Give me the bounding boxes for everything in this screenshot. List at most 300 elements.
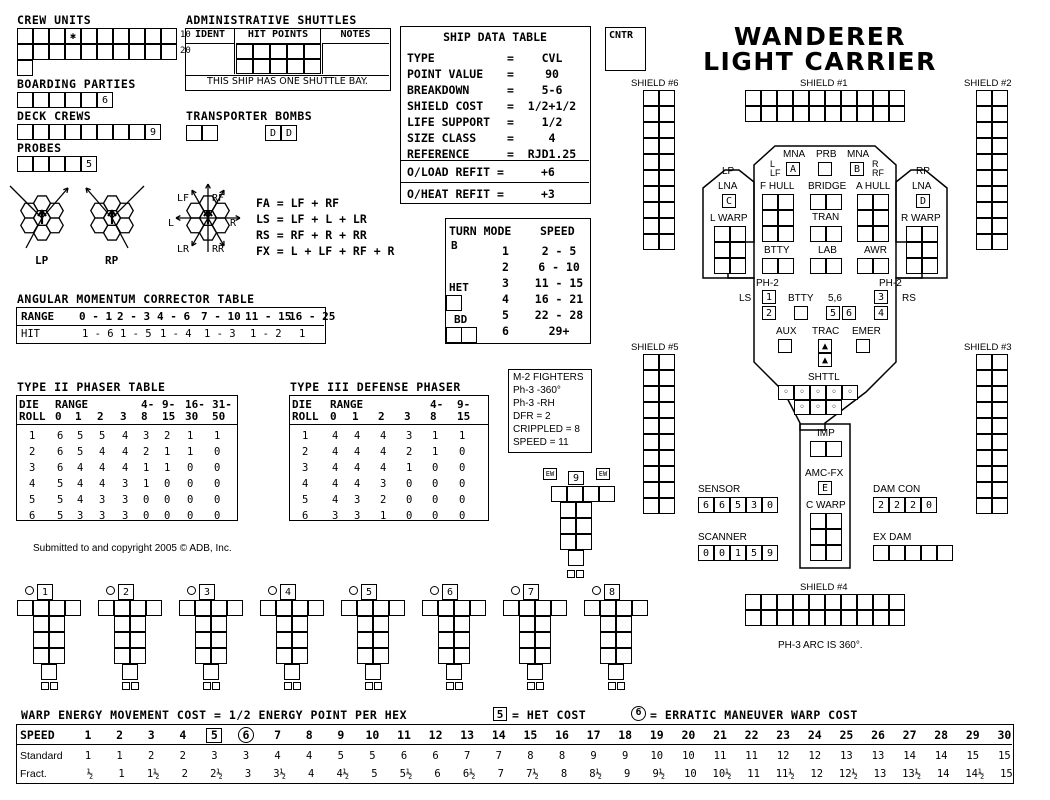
- ph2-box[interactable]: 2: [762, 306, 776, 320]
- shield-2-box[interactable]: [976, 138, 992, 154]
- left-warp-box[interactable]: [714, 242, 730, 258]
- crew-unit-box[interactable]: [33, 28, 49, 44]
- shield-3-box[interactable]: [976, 498, 992, 514]
- shield-3-box[interactable]: [976, 450, 992, 466]
- ahull-box[interactable]: [873, 194, 889, 210]
- shuttle-hit-box[interactable]: [357, 616, 373, 632]
- tbomb-box[interactable]: [202, 125, 218, 141]
- shuttle-number-box[interactable]: 5: [361, 584, 377, 600]
- shuttle-hit-box[interactable]: [195, 648, 211, 664]
- boarding-party-box[interactable]: [65, 92, 81, 108]
- ew-box[interactable]: EW: [543, 468, 557, 480]
- shuttle-hit-box[interactable]: [373, 616, 389, 632]
- shield-3-box[interactable]: [976, 354, 992, 370]
- shield-6-box[interactable]: [659, 186, 675, 202]
- shuttle-weapon-box[interactable]: [536, 682, 544, 690]
- shuttle-number-box[interactable]: 2: [118, 584, 134, 600]
- shuttle-hit-box[interactable]: [527, 664, 543, 680]
- shuttle-hit-box[interactable]: [600, 648, 616, 664]
- shuttle-bay-box[interactable]: ◦: [794, 400, 810, 415]
- shuttle-hit-box[interactable]: [49, 616, 65, 632]
- shuttle-marker-circle[interactable]: [349, 586, 358, 595]
- shield-4-box[interactable]: [857, 594, 873, 610]
- fighter-weapon-box[interactable]: [567, 570, 575, 578]
- deck-crew-box[interactable]: [33, 124, 49, 140]
- shuttle-hit-box[interactable]: [454, 648, 470, 664]
- probe-box[interactable]: [65, 156, 81, 172]
- shuttle-hp-box[interactable]: [287, 59, 304, 74]
- shuttle-hit-box[interactable]: [260, 600, 276, 616]
- shield-5-box[interactable]: [643, 498, 659, 514]
- fighter-hit-box[interactable]: [551, 486, 567, 502]
- shield-5-box[interactable]: [659, 466, 675, 482]
- fighter-number-box[interactable]: 9: [568, 471, 584, 485]
- shuttle-weapon-box[interactable]: [293, 682, 301, 690]
- fhull-box[interactable]: [762, 210, 778, 226]
- shuttle-hit-box[interactable]: [632, 600, 648, 616]
- shuttle-hit-box[interactable]: [357, 648, 373, 664]
- shield-2-box[interactable]: [976, 122, 992, 138]
- shuttle-hit-box[interactable]: [49, 648, 65, 664]
- excess-damage-box[interactable]: [905, 545, 921, 561]
- shuttle-hit-box[interactable]: [98, 600, 114, 616]
- shuttle-marker-circle[interactable]: [25, 586, 34, 595]
- shuttle-hit-box[interactable]: [535, 600, 551, 616]
- fighter-hit-box[interactable]: [576, 518, 592, 534]
- shuttle-bay-box[interactable]: ◦: [826, 400, 842, 415]
- lab-box[interactable]: [810, 258, 826, 274]
- shuttle-weapon-box[interactable]: [203, 682, 211, 690]
- fighter-hit-box[interactable]: [599, 486, 615, 502]
- shuttle-marker-circle[interactable]: [592, 586, 601, 595]
- center-warp-box[interactable]: [826, 513, 842, 529]
- shield-4-box[interactable]: [889, 594, 905, 610]
- shuttle-bay-box[interactable]: ◦: [810, 400, 826, 415]
- shuttle-hit-box[interactable]: [616, 632, 632, 648]
- shield-3-box[interactable]: [992, 386, 1008, 402]
- shuttle-number-box[interactable]: 4: [280, 584, 296, 600]
- shuttle-hit-box[interactable]: [130, 632, 146, 648]
- shield-1-box[interactable]: [809, 106, 825, 122]
- shield-2-box[interactable]: [992, 186, 1008, 202]
- probe-box[interactable]: [49, 156, 65, 172]
- shuttle-hit-box[interactable]: [519, 632, 535, 648]
- shuttle-hit-box[interactable]: [195, 616, 211, 632]
- shield-6-box[interactable]: [643, 154, 659, 170]
- tractor-box[interactable]: ▲: [818, 339, 832, 353]
- shield-5-box[interactable]: [643, 386, 659, 402]
- shuttle-hp-box[interactable]: [270, 44, 287, 59]
- shield-3-box[interactable]: [992, 418, 1008, 434]
- fighter-hit-box[interactable]: [560, 534, 576, 550]
- shuttle-hit-box[interactable]: [454, 632, 470, 648]
- shuttle-hit-box[interactable]: [211, 616, 227, 632]
- shuttle-hit-box[interactable]: [227, 600, 243, 616]
- ew-box[interactable]: EW: [596, 468, 610, 480]
- shield-2-box[interactable]: [992, 90, 1008, 106]
- scanner-box[interactable]: 0: [698, 545, 714, 561]
- shuttle-hit-box[interactable]: [130, 616, 146, 632]
- shield-1-box[interactable]: [889, 106, 905, 122]
- shield-5-box[interactable]: [643, 370, 659, 386]
- shield-2-box[interactable]: [992, 170, 1008, 186]
- tran-box[interactable]: [810, 226, 826, 242]
- shield-4-box[interactable]: [841, 594, 857, 610]
- lna-box[interactable]: D: [916, 194, 930, 208]
- shield-4-box[interactable]: [889, 610, 905, 626]
- mna-box[interactable]: B: [850, 162, 864, 176]
- shuttle-number-box[interactable]: 8: [604, 584, 620, 600]
- shield-1-box[interactable]: [793, 106, 809, 122]
- shuttle-hp-box[interactable]: [236, 44, 253, 59]
- impulse-box[interactable]: [810, 441, 826, 457]
- shuttle-hit-box[interactable]: [308, 600, 324, 616]
- shuttle-hit-box[interactable]: [438, 600, 454, 616]
- shield-1-box[interactable]: [745, 106, 761, 122]
- shield-5-box[interactable]: [659, 354, 675, 370]
- bd-box[interactable]: [461, 327, 477, 343]
- shuttle-hit-box[interactable]: [292, 616, 308, 632]
- shuttle-hit-box[interactable]: [114, 632, 130, 648]
- shuttle-hit-box[interactable]: [454, 600, 470, 616]
- shuttle-hit-box[interactable]: [357, 600, 373, 616]
- shuttle-hit-box[interactable]: [211, 600, 227, 616]
- left-warp-box[interactable]: [730, 242, 746, 258]
- deck-crew-box[interactable]: [81, 124, 97, 140]
- shield-1-box[interactable]: [825, 90, 841, 106]
- shuttle-number-box[interactable]: 7: [523, 584, 539, 600]
- shield-4-box[interactable]: [873, 594, 889, 610]
- shuttle-marker-circle[interactable]: [106, 586, 115, 595]
- right-warp-box[interactable]: [906, 258, 922, 274]
- shield-3-box[interactable]: [992, 450, 1008, 466]
- shuttle-hp-box[interactable]: [253, 44, 270, 59]
- shuttle-weapon-box[interactable]: [374, 682, 382, 690]
- shield-2-box[interactable]: [992, 122, 1008, 138]
- shuttle-bay-box[interactable]: ◦: [810, 385, 826, 400]
- shuttle-bay-box[interactable]: ◦: [826, 385, 842, 400]
- shuttle-hit-box[interactable]: [65, 600, 81, 616]
- sensor-box[interactable]: 6: [698, 497, 714, 513]
- center-warp-box[interactable]: [826, 545, 842, 561]
- shield-6-box[interactable]: [659, 202, 675, 218]
- crew-unit-box[interactable]: [17, 28, 33, 44]
- shield-2-box[interactable]: [992, 138, 1008, 154]
- excess-damage-box[interactable]: [937, 545, 953, 561]
- tran-box[interactable]: [826, 226, 842, 242]
- boarding-party-box[interactable]: [81, 92, 97, 108]
- shield-2-box[interactable]: [992, 106, 1008, 122]
- shield-2-box[interactable]: [992, 234, 1008, 250]
- shuttle-marker-circle[interactable]: [430, 586, 439, 595]
- shuttle-hit-box[interactable]: [535, 648, 551, 664]
- shuttle-hit-box[interactable]: [600, 616, 616, 632]
- shuttle-hit-box[interactable]: [608, 664, 624, 680]
- shield-4-box[interactable]: [745, 610, 761, 626]
- shield-3-box[interactable]: [992, 482, 1008, 498]
- shield-1-box[interactable]: [857, 90, 873, 106]
- shuttle-hit-box[interactable]: [146, 600, 162, 616]
- ahull-box[interactable]: [857, 210, 873, 226]
- admin-shuttles-table[interactable]: [185, 28, 391, 91]
- fhull-box[interactable]: [762, 194, 778, 210]
- ahull-box[interactable]: [857, 194, 873, 210]
- shield-1-box[interactable]: [809, 90, 825, 106]
- crew-unit-box[interactable]: [17, 44, 33, 60]
- shuttle-hit-box[interactable]: [438, 616, 454, 632]
- boarding-party-box[interactable]: [17, 92, 33, 108]
- shield-2-box[interactable]: [976, 202, 992, 218]
- shuttle-hit-box[interactable]: [114, 616, 130, 632]
- het-box[interactable]: [446, 295, 462, 311]
- shuttle-hit-box[interactable]: [33, 600, 49, 616]
- shuttle-hit-box[interactable]: [195, 600, 211, 616]
- shuttle-hit-box[interactable]: [211, 648, 227, 664]
- shield-5-box[interactable]: [659, 498, 675, 514]
- shield-6-box[interactable]: [643, 170, 659, 186]
- shuttle-hit-box[interactable]: [422, 600, 438, 616]
- shuttle-hp-box[interactable]: [236, 59, 253, 74]
- shuttle-hit-box[interactable]: [373, 648, 389, 664]
- deck-crew-box[interactable]: [65, 124, 81, 140]
- shuttle-hit-box[interactable]: [292, 648, 308, 664]
- bridge-box[interactable]: [826, 194, 842, 210]
- shuttle-hit-box[interactable]: [519, 616, 535, 632]
- shuttle-hit-box[interactable]: [33, 632, 49, 648]
- shield-1-box[interactable]: [761, 90, 777, 106]
- shield-4-box[interactable]: [809, 594, 825, 610]
- ahull-box[interactable]: [857, 226, 873, 242]
- shield-6-box[interactable]: [643, 234, 659, 250]
- shuttle-hit-box[interactable]: [203, 664, 219, 680]
- awr-box[interactable]: [873, 258, 889, 274]
- boarding-party-box[interactable]: 6: [97, 92, 113, 108]
- shield-1-box[interactable]: [889, 90, 905, 106]
- fhull-box[interactable]: [778, 226, 794, 242]
- shield-4-box[interactable]: [809, 610, 825, 626]
- shuttle-hit-box[interactable]: [535, 632, 551, 648]
- shuttle-hp-box[interactable]: [304, 59, 321, 74]
- shield-1-box[interactable]: [777, 106, 793, 122]
- shield-6-box[interactable]: [659, 122, 675, 138]
- shuttle-hit-box[interactable]: [519, 600, 535, 616]
- right-warp-box[interactable]: [906, 226, 922, 242]
- shuttle-hit-box[interactable]: [454, 616, 470, 632]
- crew-unit-box[interactable]: [161, 28, 177, 44]
- shuttle-hit-box[interactable]: [535, 616, 551, 632]
- shuttle-hit-box[interactable]: [33, 648, 49, 664]
- right-warp-box[interactable]: [922, 258, 938, 274]
- left-warp-box[interactable]: [714, 226, 730, 242]
- shield-6-box[interactable]: [659, 106, 675, 122]
- battery-box[interactable]: [778, 258, 794, 274]
- fighter-hit-box[interactable]: [576, 502, 592, 518]
- shuttle-weapon-box[interactable]: [131, 682, 139, 690]
- shield-2-box[interactable]: [976, 234, 992, 250]
- shuttle-hit-box[interactable]: [503, 600, 519, 616]
- left-warp-box[interactable]: [730, 258, 746, 274]
- ahull-box[interactable]: [873, 210, 889, 226]
- crew-unit-box[interactable]: [113, 28, 129, 44]
- shield-4-box[interactable]: [873, 610, 889, 626]
- shuttle-hit-box[interactable]: [292, 632, 308, 648]
- shuttle-hit-box[interactable]: [276, 648, 292, 664]
- boarding-party-box[interactable]: [49, 92, 65, 108]
- shuttle-hit-box[interactable]: [616, 616, 632, 632]
- sensor-box[interactable]: 3: [746, 497, 762, 513]
- shuttle-hit-box[interactable]: [211, 632, 227, 648]
- center-warp-box[interactable]: [810, 529, 826, 545]
- shield-5-box[interactable]: [643, 482, 659, 498]
- deck-crew-box[interactable]: [129, 124, 145, 140]
- shield-5-box[interactable]: [659, 402, 675, 418]
- shield-1-box[interactable]: [761, 106, 777, 122]
- shuttle-weapon-box[interactable]: [455, 682, 463, 690]
- shuttle-hit-box[interactable]: [41, 664, 57, 680]
- shield-4-box[interactable]: [777, 610, 793, 626]
- crew-unit-box[interactable]: [145, 44, 161, 60]
- right-warp-box[interactable]: [906, 242, 922, 258]
- shield-3-box[interactable]: [976, 482, 992, 498]
- dummy-bomb-box[interactable]: D: [265, 125, 281, 141]
- center-warp-box[interactable]: [810, 545, 826, 561]
- lna-box[interactable]: C: [722, 194, 736, 208]
- shield-2-box[interactable]: [992, 218, 1008, 234]
- right-warp-box[interactable]: [922, 242, 938, 258]
- shield-1-box[interactable]: [873, 90, 889, 106]
- shield-6-box[interactable]: [643, 202, 659, 218]
- fighter-hit-box[interactable]: [560, 518, 576, 534]
- fhull-box[interactable]: [778, 194, 794, 210]
- shuttle-hit-box[interactable]: [130, 600, 146, 616]
- ph2-box[interactable]: 4: [874, 306, 888, 320]
- awr-box[interactable]: [857, 258, 873, 274]
- crew-unit-box[interactable]: [81, 44, 97, 60]
- shuttle-bay-box[interactable]: ◦: [842, 385, 858, 400]
- shuttle-weapon-box[interactable]: [527, 682, 535, 690]
- shield-4-box[interactable]: [857, 610, 873, 626]
- shield-5-box[interactable]: [643, 402, 659, 418]
- shuttle-hit-box[interactable]: [616, 600, 632, 616]
- shield-1-box[interactable]: [825, 106, 841, 122]
- lab-box[interactable]: [826, 258, 842, 274]
- shuttle-hit-box[interactable]: [519, 648, 535, 664]
- sensor-box[interactable]: 5: [730, 497, 746, 513]
- shuttle-hit-box[interactable]: [49, 632, 65, 648]
- shield-6-box[interactable]: [643, 218, 659, 234]
- shield-5-box[interactable]: [659, 450, 675, 466]
- shield-3-box[interactable]: [992, 434, 1008, 450]
- shield-4-box[interactable]: [761, 594, 777, 610]
- dummy-bomb-box[interactable]: D: [281, 125, 297, 141]
- shield-4-box[interactable]: [825, 610, 841, 626]
- fighter-hit-box[interactable]: [576, 534, 592, 550]
- shuttle-hit-box[interactable]: [276, 616, 292, 632]
- shield-4-box[interactable]: [793, 594, 809, 610]
- shield-3-box[interactable]: [992, 402, 1008, 418]
- probe-box[interactable]: [33, 156, 49, 172]
- shield-1-box[interactable]: [841, 90, 857, 106]
- bd-box[interactable]: [446, 327, 462, 343]
- shuttle-weapon-box[interactable]: [212, 682, 220, 690]
- excess-damage-box[interactable]: [873, 545, 889, 561]
- ahull-box[interactable]: [873, 226, 889, 242]
- shield-3-box[interactable]: [992, 354, 1008, 370]
- deck-crew-box[interactable]: 9: [145, 124, 161, 140]
- battery-box[interactable]: [762, 258, 778, 274]
- center-warp-box[interactable]: [810, 513, 826, 529]
- crew-unit-box[interactable]: ✱: [65, 28, 81, 44]
- shuttle-weapon-box[interactable]: [41, 682, 49, 690]
- shuttle-hit-box[interactable]: [584, 600, 600, 616]
- shield-2-box[interactable]: [976, 186, 992, 202]
- crew-unit-box[interactable]: [97, 28, 113, 44]
- shuttle-bay-box[interactable]: ◦: [778, 385, 794, 400]
- shield-1-box[interactable]: [777, 90, 793, 106]
- fhull-box[interactable]: [762, 226, 778, 242]
- shield-1-box[interactable]: [745, 90, 761, 106]
- shield-2-box[interactable]: [992, 154, 1008, 170]
- crew-unit-box[interactable]: [129, 44, 145, 60]
- crew-unit-box[interactable]: [49, 44, 65, 60]
- ph2-box[interactable]: 3: [874, 290, 888, 304]
- shield-3-box[interactable]: [976, 386, 992, 402]
- shuttle-hp-box[interactable]: [287, 44, 304, 59]
- excess-damage-box[interactable]: [889, 545, 905, 561]
- deck-crew-box[interactable]: [17, 124, 33, 140]
- tractor-box[interactable]: ▲: [818, 353, 832, 367]
- shield-4-box[interactable]: [825, 594, 841, 610]
- damcon-box[interactable]: 2: [873, 497, 889, 513]
- shuttle-hit-box[interactable]: [438, 632, 454, 648]
- boarding-party-box[interactable]: [33, 92, 49, 108]
- shield-5-box[interactable]: [659, 386, 675, 402]
- shuttle-hit-box[interactable]: [284, 664, 300, 680]
- scanner-box[interactable]: 0: [714, 545, 730, 561]
- shield-2-box[interactable]: [976, 106, 992, 122]
- scanner-box[interactable]: 1: [730, 545, 746, 561]
- left-warp-box[interactable]: [714, 258, 730, 274]
- scanner-box[interactable]: 9: [762, 545, 778, 561]
- fhull-box[interactable]: [778, 210, 794, 226]
- right-warp-box[interactable]: [922, 226, 938, 242]
- emer-box[interactable]: [856, 339, 870, 353]
- shuttle-hp-box[interactable]: [304, 44, 321, 59]
- sensor-box[interactable]: 6: [714, 497, 730, 513]
- deck-crew-box[interactable]: [113, 124, 129, 140]
- shuttle-weapon-box[interactable]: [617, 682, 625, 690]
- shield-5-box[interactable]: [643, 450, 659, 466]
- shield-2-box[interactable]: [992, 202, 1008, 218]
- crew-unit-box[interactable]: [113, 44, 129, 60]
- crew-unit-box[interactable]: [17, 60, 33, 76]
- shuttle-hit-box[interactable]: [365, 664, 381, 680]
- crew-unit-box[interactable]: [49, 28, 65, 44]
- shield-5-box[interactable]: [659, 434, 675, 450]
- shuttle-hit-box[interactable]: [130, 648, 146, 664]
- shuttle-hit-box[interactable]: [616, 648, 632, 664]
- shield-3-box[interactable]: [976, 402, 992, 418]
- fighter-hit-box[interactable]: [567, 486, 583, 502]
- shuttle-hit-box[interactable]: [276, 600, 292, 616]
- mna-box[interactable]: A: [786, 162, 800, 176]
- shield-2-box[interactable]: [976, 90, 992, 106]
- shield-1-box[interactable]: [793, 90, 809, 106]
- damcon-box[interactable]: 0: [921, 497, 937, 513]
- shield-5-box[interactable]: [659, 418, 675, 434]
- shuttle-hit-box[interactable]: [33, 616, 49, 632]
- shuttle-hit-box[interactable]: [600, 632, 616, 648]
